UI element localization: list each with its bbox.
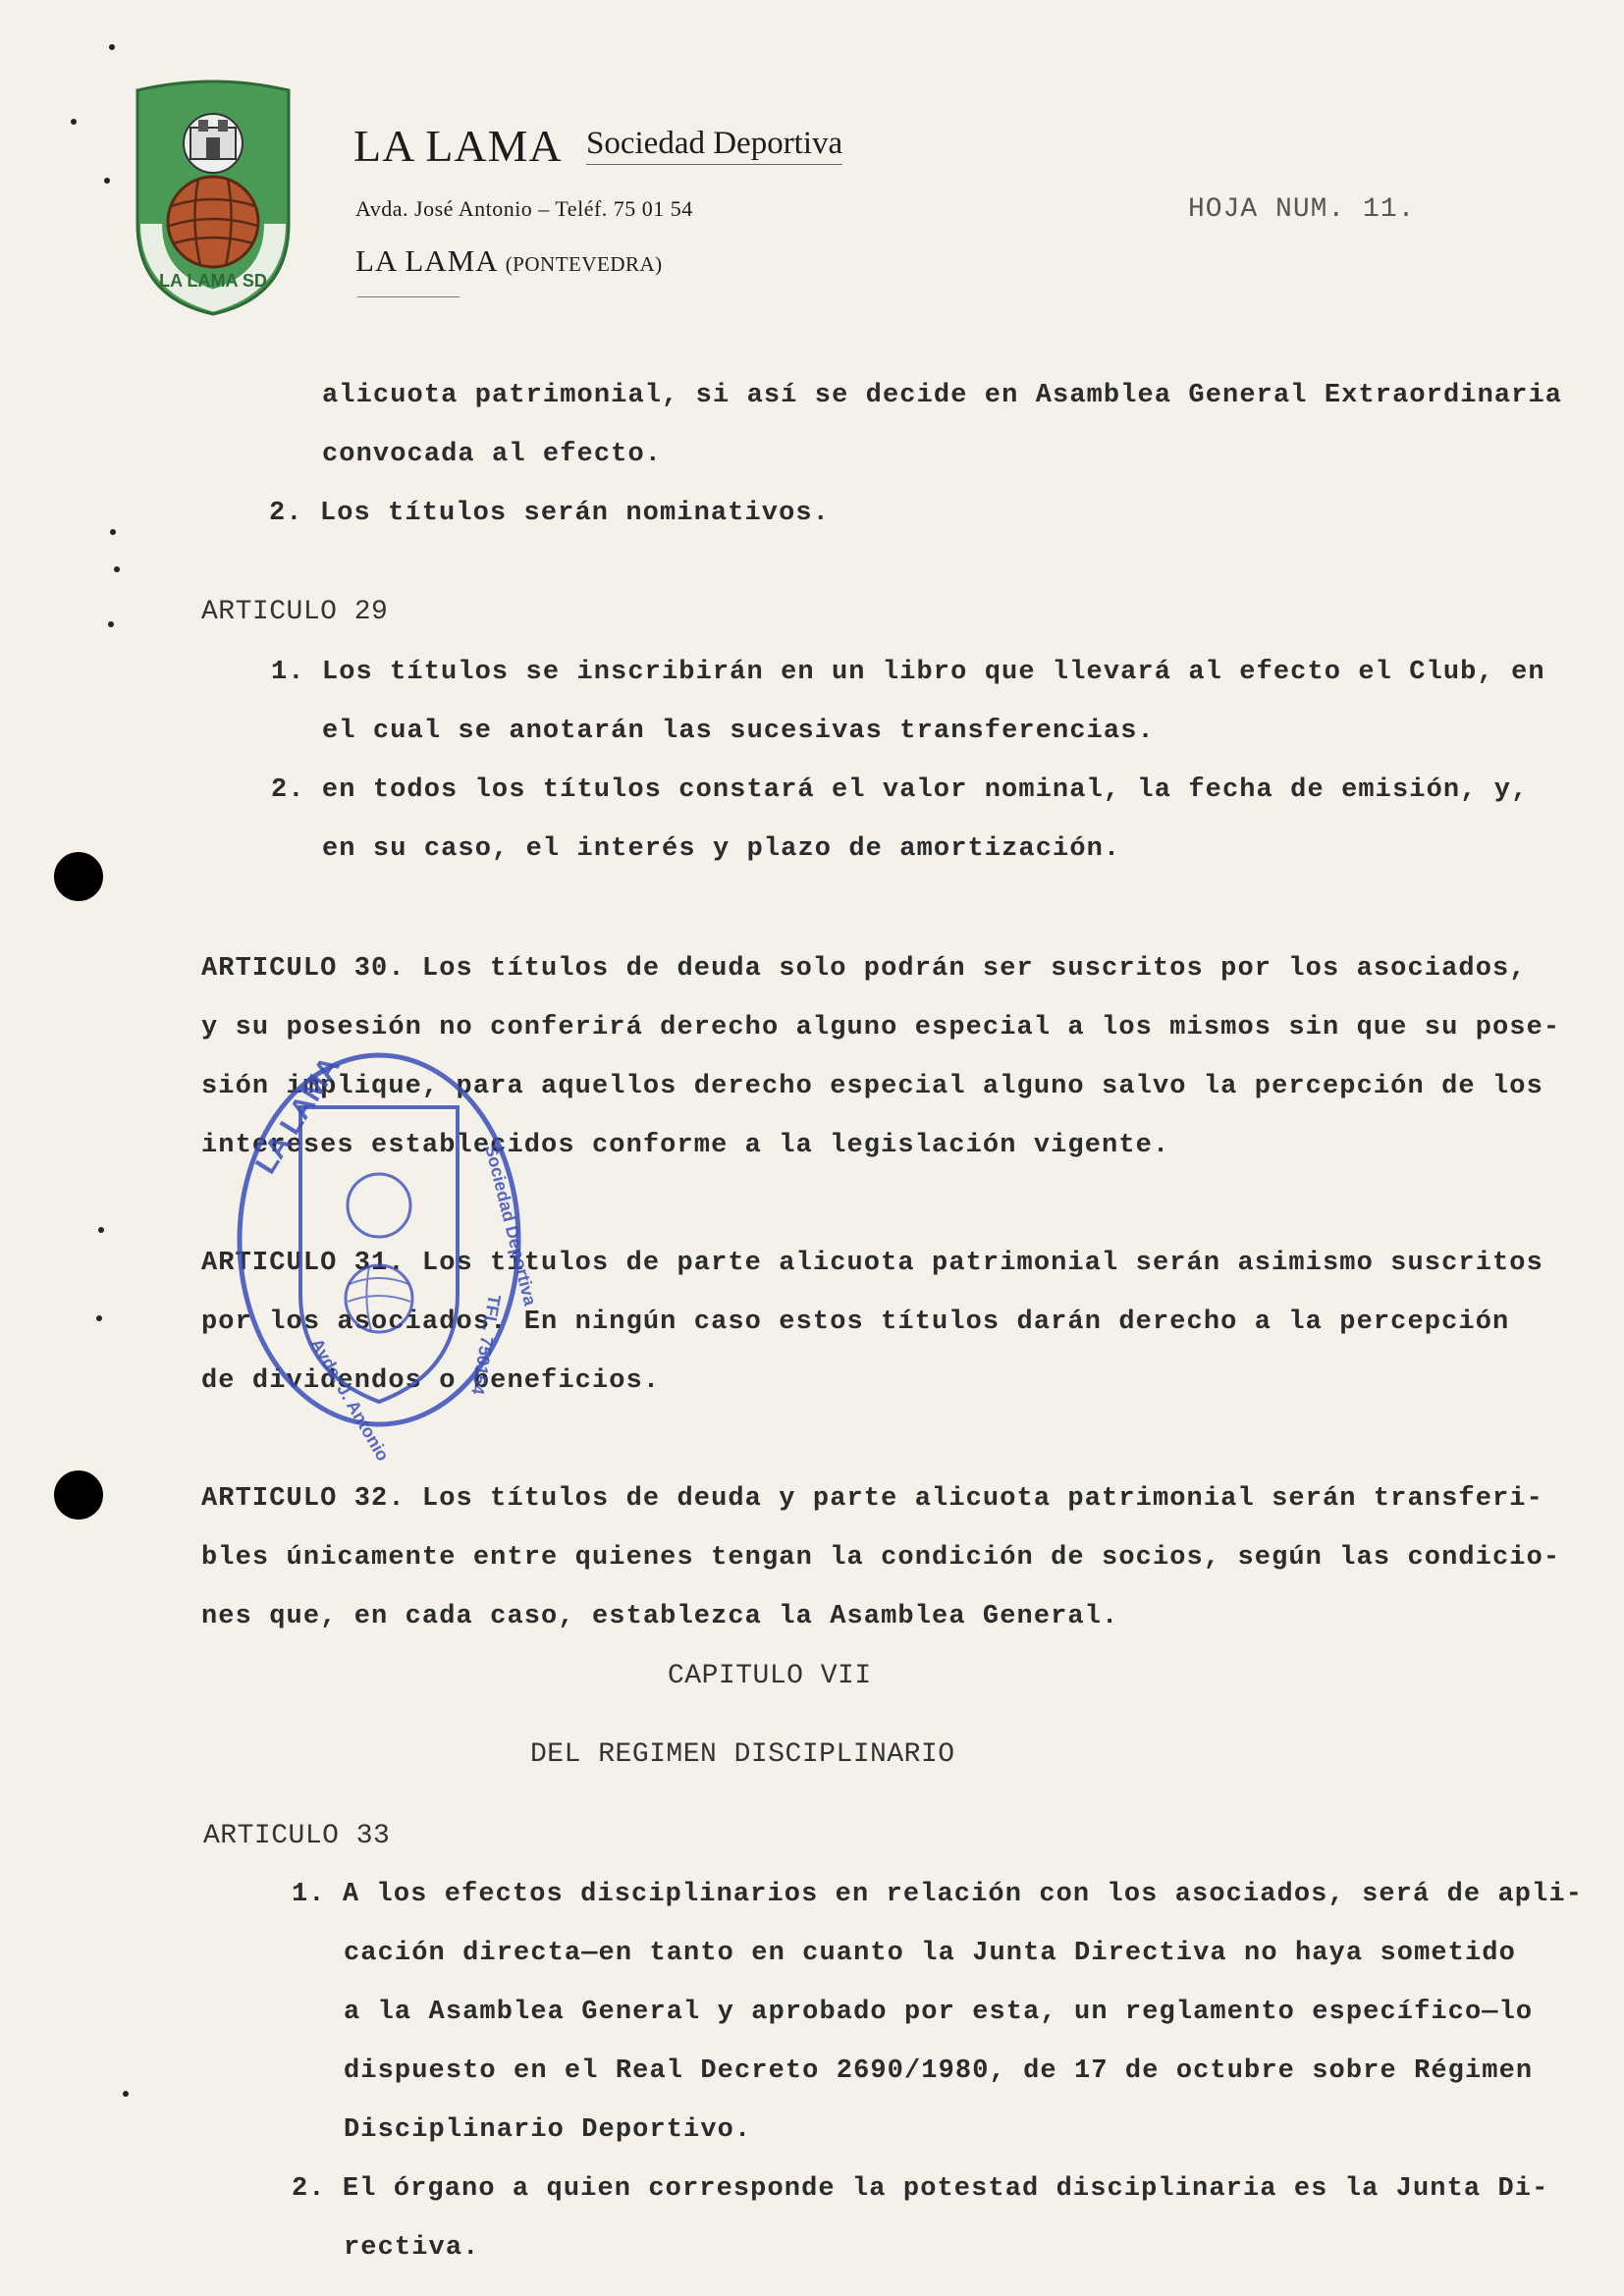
stamp-top-text: LA LAMA: [248, 1050, 347, 1180]
text-line: intereses establecidos conforme a la legislación vigente.: [201, 1131, 1170, 1160]
sheet-number: HOJA NUM. 11.: [1188, 194, 1416, 225]
stamp-phone-text: TFL. 750154: [467, 1293, 505, 1397]
club-name: LA LAMA: [353, 121, 563, 171]
punch-hole: [54, 1470, 103, 1520]
text-line: dispuesto en el Real Decreto 2690/1980, de 17 de octubre sobre Régimen: [344, 2056, 1534, 2086]
article-heading: ARTICULO 29: [201, 597, 389, 627]
text-line: sión implique, para aquellos derecho especial alguno salvo la percepción de los: [201, 1072, 1543, 1101]
text-line: ARTICULO 31. Los títulos de parte alicuota patrimonial serán asimismo suscritos: [201, 1249, 1543, 1278]
speck: [110, 529, 116, 535]
text-line: el cual se anotarán las sucesivas transferencias.: [322, 717, 1155, 746]
text-line: ARTICULO 32. Los títulos de deuda y parte alicuota patrimonial serán transferi-: [201, 1484, 1543, 1514]
text-line: 1. A los efectos disciplinarios en relación con los asociados, será de apli-: [292, 1880, 1583, 1909]
club-stamp: [232, 1048, 541, 1465]
logo-text: LA LAMA SD: [159, 271, 267, 291]
text-line: 2. Los títulos serán nominativos.: [269, 499, 830, 528]
speck: [71, 119, 77, 125]
text-line: y su posesión no conferirá derecho alguno especial a los mismos sin que su pose-: [201, 1013, 1561, 1042]
text-line: convocada al efecto.: [322, 440, 663, 469]
punch-hole: [54, 852, 103, 901]
club-address: Avda. José Antonio – Teléf. 75 01 54: [355, 196, 693, 221]
club-subtitle: Sociedad Deportiva: [586, 126, 842, 165]
province: (PONTEVEDRA): [505, 252, 663, 276]
chapter-heading: CAPITULO VII: [668, 1661, 872, 1691]
text-line: rectiva.: [344, 2233, 480, 2263]
text-line: por los asociados. En ningún caso estos títulos darán derecho a la percepción: [201, 1308, 1510, 1337]
text-line: cación directa—en tanto en cuanto la Junta Directiva no haya sometido: [344, 1939, 1516, 1968]
text-line: de dividendos o beneficios.: [201, 1366, 661, 1396]
text-line: nes que, en cada caso, establezca la Asamblea General.: [201, 1602, 1119, 1631]
chapter-subtitle: DEL REGIMEN DISCIPLINARIO: [530, 1739, 955, 1770]
speck: [123, 2091, 129, 2097]
text-line: Disciplinario Deportivo.: [344, 2115, 752, 2145]
speck: [114, 566, 120, 572]
article-heading: ARTICULO 33: [203, 1821, 391, 1851]
speck: [96, 1315, 102, 1321]
text-line: 1. Los títulos se inscribirán en un libro que llevará al efecto el Club, en: [271, 658, 1545, 687]
speck: [109, 44, 115, 50]
text-line: en su caso, el interés y plazo de amortización.: [322, 834, 1121, 864]
speck: [108, 621, 114, 627]
city-name: LA LAMA: [355, 243, 497, 278]
club-city: [355, 243, 663, 279]
text-line: bles únicamente entre quienes tengan la condición de socios, según las condicio-: [201, 1543, 1561, 1573]
text-line: alicuota patrimonial, si así se decide en Asamblea General Extraordinaria: [322, 381, 1563, 410]
speck: [104, 178, 110, 184]
speck: [98, 1227, 104, 1233]
text-line: 2. en todos los títulos constará el valor nominal, la fecha de emisión, y,: [271, 775, 1529, 805]
club-crest-logo: [130, 77, 297, 322]
stamp-right-text: Sociedad Deportiva: [481, 1143, 541, 1308]
text-line: a la Asamblea General y aprobado por esta, un reglamento específico—lo: [344, 1998, 1534, 2027]
text-line: 2. El órgano a quien corresponde la potestad disciplinaria es la Junta Di-: [292, 2174, 1549, 2204]
stamp-bottom-text: Avda. J. Antonio: [306, 1335, 394, 1465]
letterhead-rule: [357, 296, 460, 297]
text-line: ARTICULO 30. Los títulos de deuda solo podrán ser suscritos por los asociados,: [201, 954, 1527, 984]
